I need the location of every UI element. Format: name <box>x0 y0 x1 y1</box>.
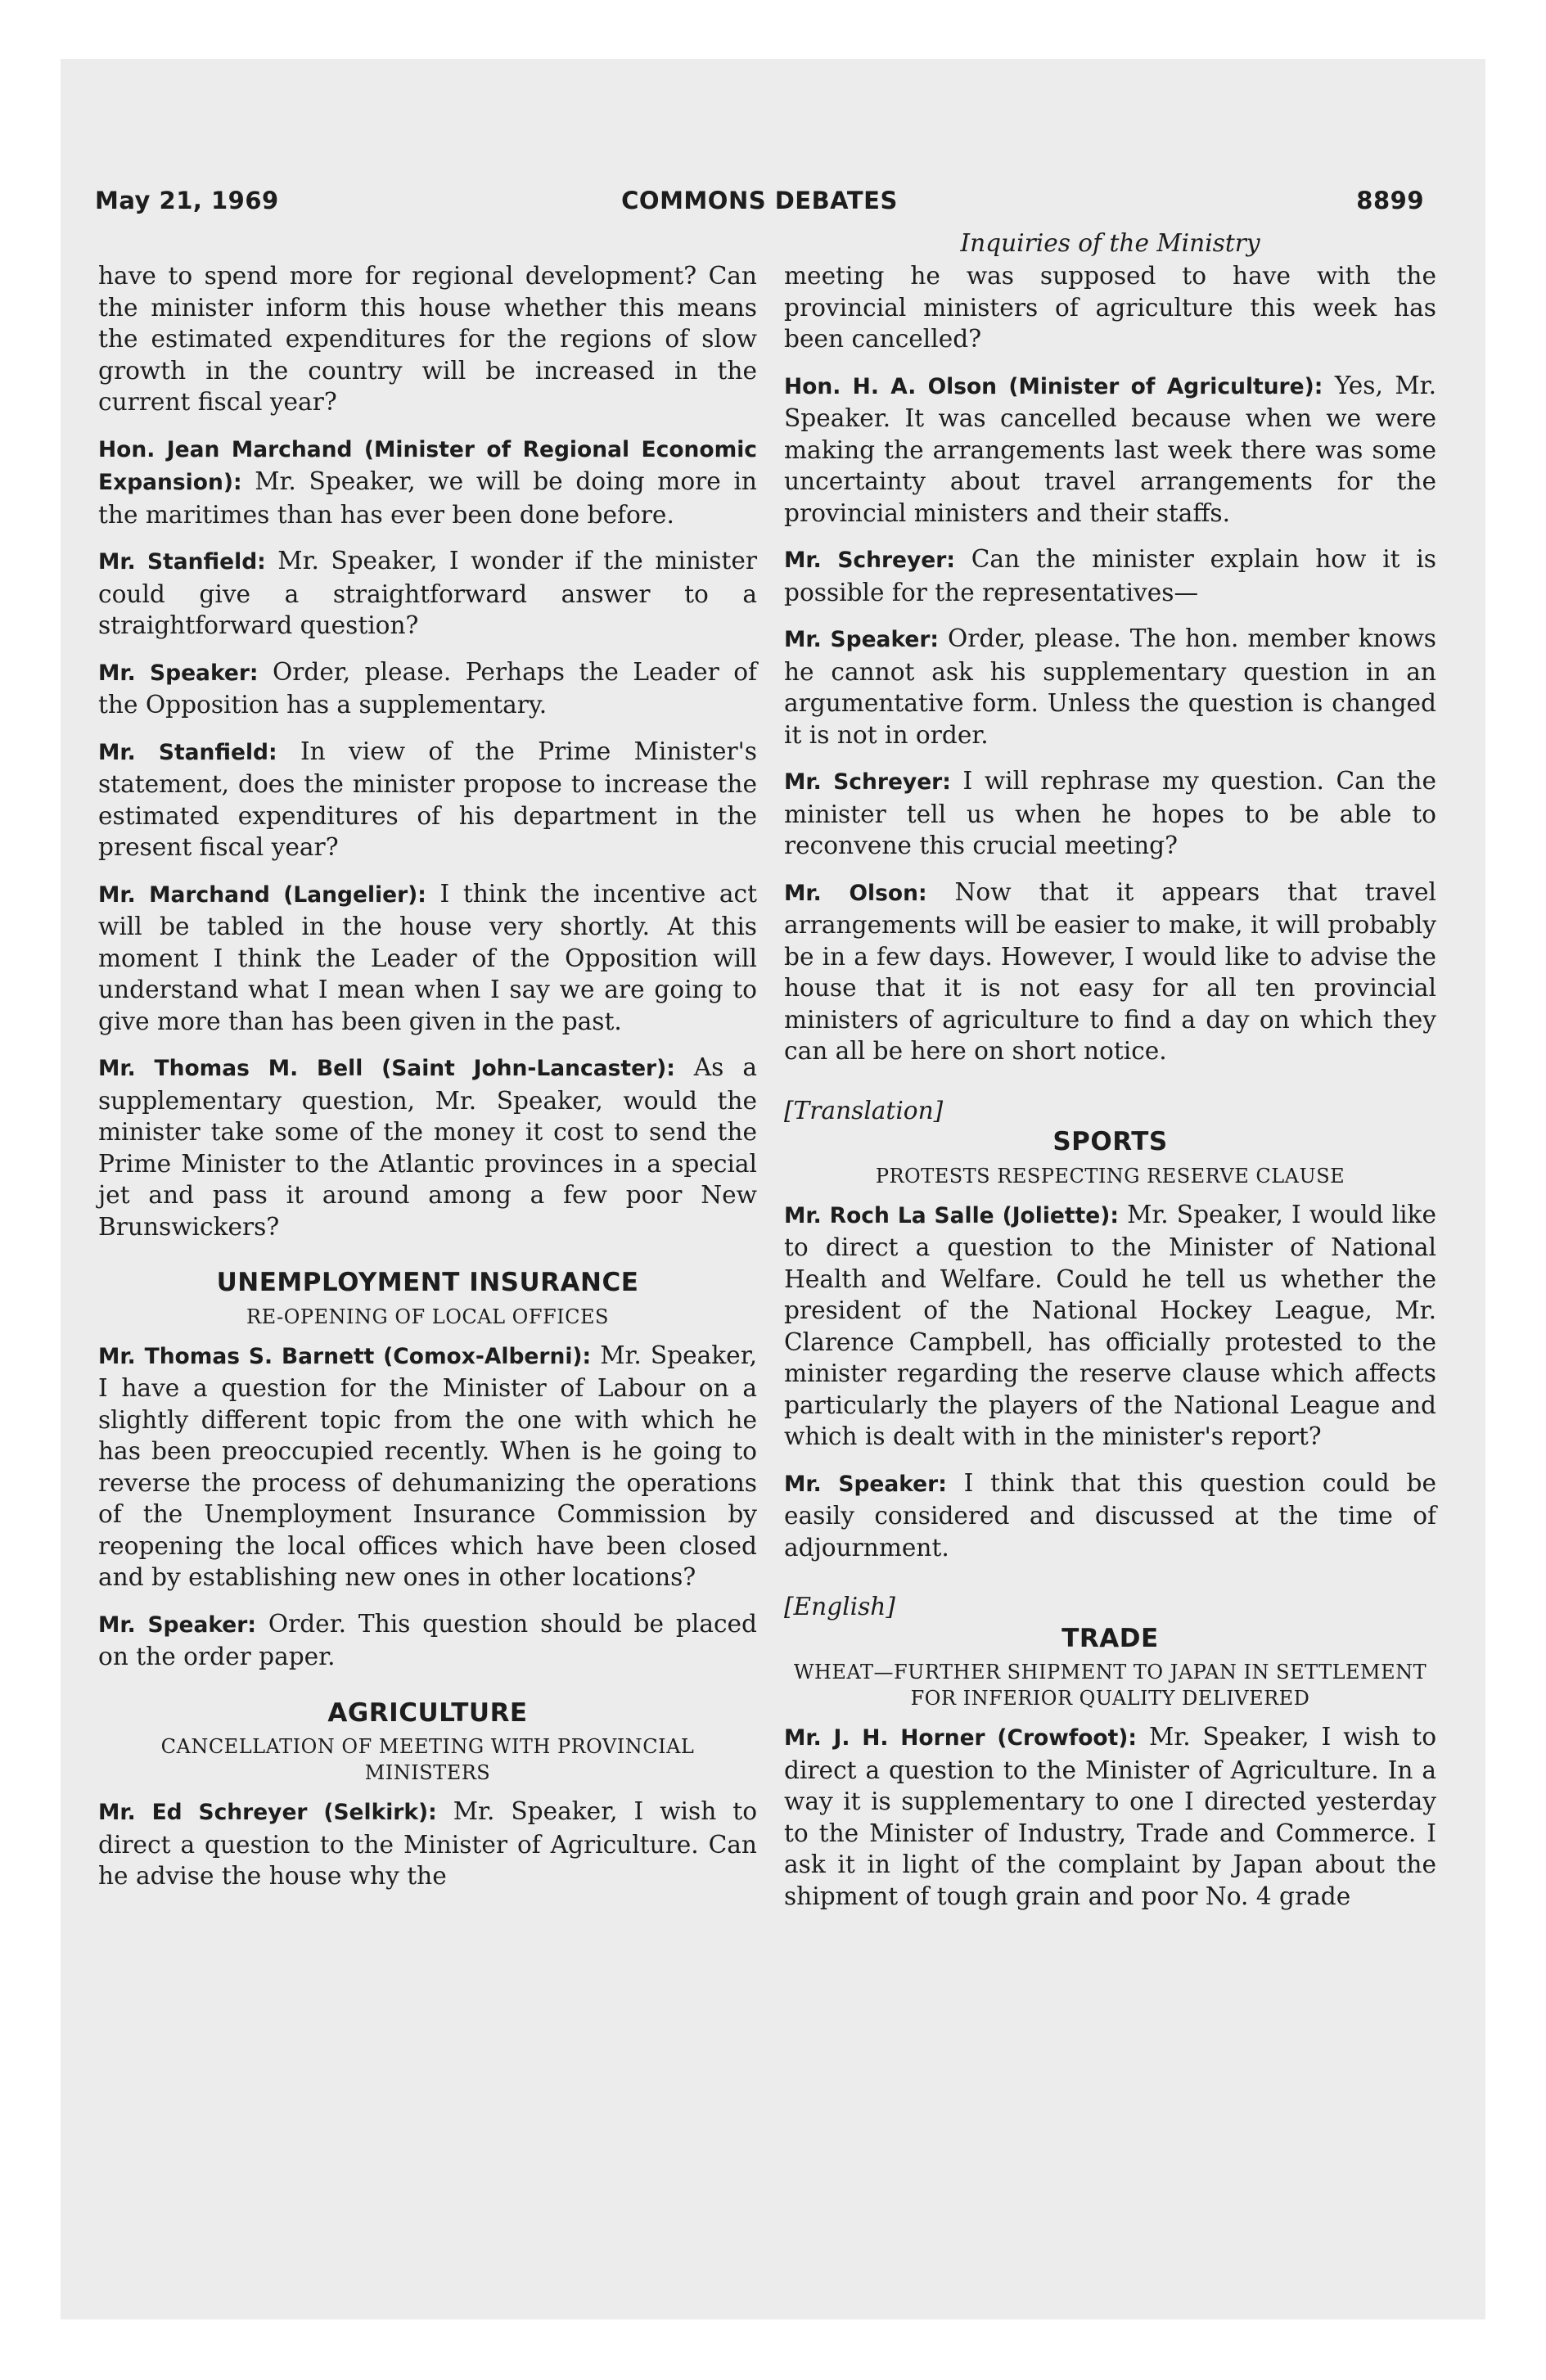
paragraph <box>784 623 1436 751</box>
speaker-name: Mr. Thomas S. Barnett (Comox-Alberni): <box>98 1343 592 1369</box>
speaker-name: Mr. Speaker: <box>784 1471 947 1497</box>
speaker-name: Mr. Ed Schreyer (Selkirk): <box>98 1800 437 1825</box>
speaker-name: Mr. Marchand (Langelier): <box>98 881 426 908</box>
paragraph <box>784 877 1436 1067</box>
paragraph-text: Mr. Speaker, I would like to direct a question to the Minister of National Health and Welfare. Could he tell us whether the president of the National Hockey League, Mr. Clarence Campbell, has officially protested to the minister regarding the reserve clause which affects particularly the players of the National League and which is dealt with in the minister's report? <box>784 1200 1437 1450</box>
section-subtitle: RE-OPENING OF LOCAL OFFICES <box>246 1305 609 1328</box>
paragraph <box>784 1199 1436 1453</box>
speaker-name: Mr. Schreyer: <box>784 548 955 573</box>
right-column <box>784 228 1436 1927</box>
paragraph <box>98 1796 757 1892</box>
paragraph <box>98 1608 757 1673</box>
speaker-name: Mr. Speaker: <box>98 1611 256 1638</box>
paragraph <box>98 656 757 721</box>
speaker-name: Mr. Roch La Salle (Joliette): <box>784 1202 1119 1228</box>
paragraph-text: Mr. Speaker, I wonder if the minister could give a straightforward answer to a straightforward question? <box>98 547 757 639</box>
translation-marker: [Translation] <box>784 1096 944 1125</box>
paragraph <box>98 433 757 531</box>
paragraph <box>98 1340 757 1593</box>
speaker-name: Mr. Olson: <box>784 880 927 906</box>
paragraph <box>784 1467 1436 1564</box>
paragraph-text: Mr. Speaker, I wish to direct a question to the Minister of Agriculture. In a way it is supplementary to one I directed yesterday to the Minister of Industry, Trade and Commerce. I ask it in light of the complaint by Japan about the shipment of tough grain and poor No. 4 grade <box>784 1723 1437 1910</box>
speaker-name: Mr. J. H. Horner (Crowfoot): <box>784 1725 1138 1751</box>
paragraph-text: Mr. Speaker, we will be doing more in the maritimes than has ever been done before. <box>98 467 757 529</box>
paragraph <box>98 260 757 418</box>
speaker-name: Mr. Speaker: <box>784 627 939 652</box>
speaker-name: Mr. Stanfield: <box>98 739 277 765</box>
paragraph-text: Order, please. Perhaps the Leader of the Opposition has a supplementary. <box>98 657 757 719</box>
section-subtitle: PROTESTS RESPECTING RESERVE CLAUSE <box>875 1164 1345 1188</box>
paragraph-text: Can the minister explain how it is possible for the representatives— <box>784 545 1436 606</box>
section-title: TRADE <box>1061 1623 1159 1653</box>
paragraph-text: Mr. Speaker, I wish to direct a question to the Minister of Agriculture. Can he advise the house why the <box>98 1797 758 1890</box>
section-title: AGRICULTURE <box>327 1697 528 1728</box>
paragraph <box>784 1721 1436 1912</box>
speaker-name: Hon. Jean Marchand (Minister of Regional Economic Expansion): <box>98 436 757 495</box>
paragraph <box>784 260 1436 355</box>
page-header <box>95 187 1424 223</box>
page-number: 8899 <box>1356 187 1424 214</box>
paragraph-text: Mr. Speaker, I have a question for the Minister of Labour on a slightly different topic from the one with which he has been preoccupied recently. When is he going to reverse the process of dehumanizing the operations of the Unemployment Insurance Commission by reopening the local offices which have been closed and by establishing new ones in other locations? <box>98 1341 757 1591</box>
paragraph <box>784 543 1436 608</box>
paragraph-text: I think the incentive act will be tabled in the house very shortly. At this moment I think the Leader of the Opposition will understand what I mean when I say we are going to give more than has been given in the past. <box>98 879 757 1035</box>
paragraph-text: Yes, Mr. Speaker. It was cancelled because when we were making the arrangements last week there was some uncertainty about travel arrangements for the provincial ministers and their staffs. <box>784 371 1436 527</box>
paragraph-text: meeting he was supposed to have with the provincial ministers of agriculture this week has been cancelled? <box>784 262 1436 353</box>
paragraph-text: Order. This question should be placed on the order paper. <box>98 1609 757 1670</box>
paragraph <box>784 370 1436 530</box>
running-head: Inquiries of the Ministry <box>960 229 1260 257</box>
section-title: UNEMPLOYMENT INSURANCE <box>216 1268 639 1297</box>
section-subtitle: CANCELLATION OF MEETING WITH PROVINCIAL MINISTERS <box>160 1735 695 1784</box>
paragraph-text: I think that this question could be easily considered and discussed at the time of adjournment. <box>784 1468 1436 1562</box>
paragraph-text: I will rephrase my question. Can the minister tell us when he hopes to be able to reconvene this crucial meeting? <box>784 767 1436 859</box>
left-column <box>98 260 757 1907</box>
section-title: SPORTS <box>1052 1127 1168 1156</box>
paragraph-text: In view of the Prime Minister's statement, does the minister propose to increase the estimated expenditures of his department in the present fiscal year? <box>98 737 757 861</box>
paragraph <box>784 765 1436 862</box>
paragraph-text: have to spend more for regional development? Can the minister inform this house whether this means the estimated expenditures for the regions of slow growth in the country will be increased in the current fiscal year? <box>98 262 757 416</box>
paragraph-text: Order, please. The hon. member knows he cannot ask his supplementary question in an argumentative form. Unless the question is changed it is not in order. <box>784 624 1436 749</box>
speaker-name: Mr. Thomas M. Bell (Saint John-Lancaster): <box>98 1056 675 1081</box>
paragraph-text: Now that it appears that travel arrangements will be easier to make, it will probably be in a few days. However, I would like to advise the house that it is not easy for all ten provincial ministers of agriculture to find a day on which they can all be here on short notice. <box>784 877 1436 1065</box>
speaker-name: Mr. Schreyer: <box>784 769 951 795</box>
paragraph <box>98 545 757 642</box>
paragraph <box>98 736 757 863</box>
language-marker: [English] <box>784 1593 895 1620</box>
header-date: May 21, 1969 <box>95 187 279 214</box>
paragraph-text: As a supplementary question, Mr. Speaker, would the minister take some of the money it cost to send the Prime Minister to the Atlantic provinces in a special jet and pass it around among a few poor New Brunswickers? <box>98 1053 757 1241</box>
paragraph <box>98 878 757 1038</box>
section-subtitle: WHEAT—FURTHER SHIPMENT TO JAPAN IN SETTLEMENT FOR INFERIOR QUALITY DELIVERED <box>793 1661 1427 1710</box>
speaker-name: Mr. Stanfield: <box>98 549 266 575</box>
speaker-name: Mr. Speaker: <box>98 660 259 686</box>
header-title: COMMONS DEBATES <box>621 187 898 214</box>
paragraph <box>98 1052 757 1242</box>
speaker-name: Hon. H. A. Olson (Minister of Agriculture): <box>784 373 1323 399</box>
